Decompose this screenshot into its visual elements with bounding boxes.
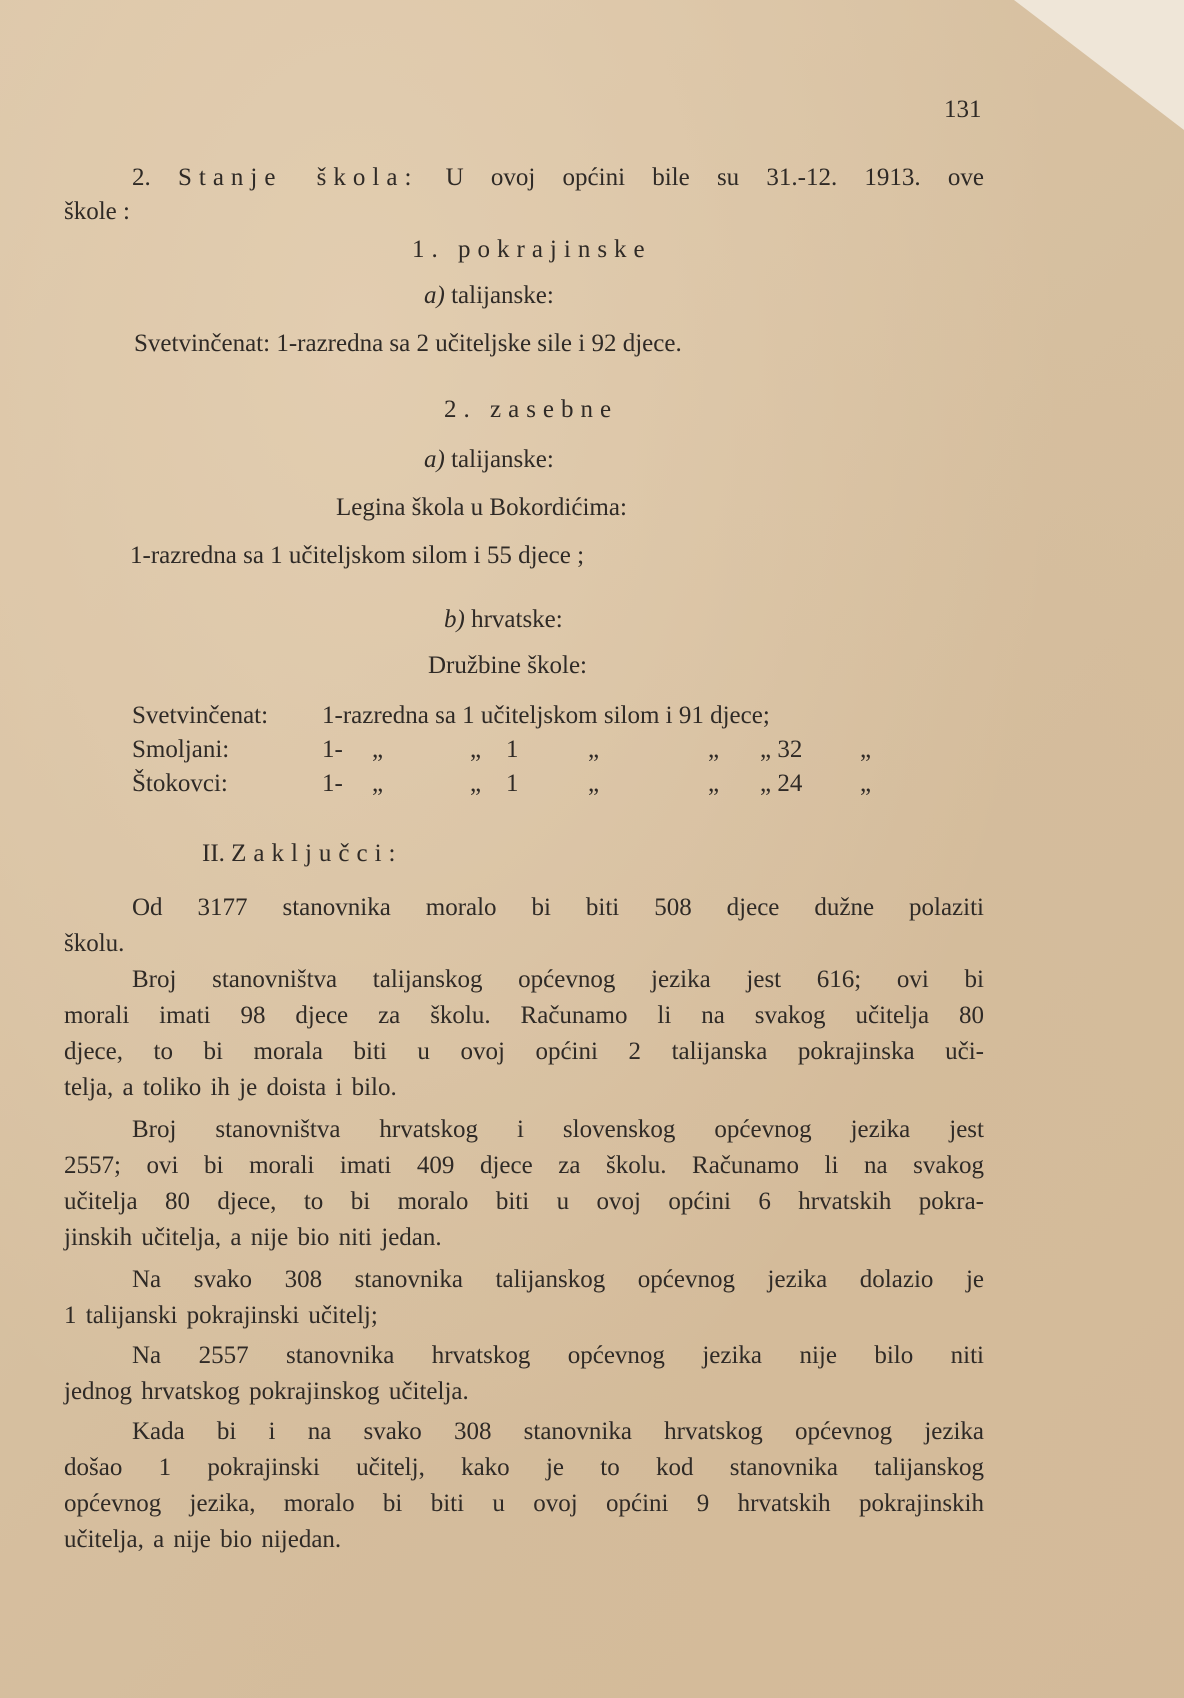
table-row: Štokovci: — [132, 770, 228, 797]
subheading-talijanske-2: a) talijanske: — [424, 446, 554, 473]
section-stanje-skola-cont: škole : — [64, 198, 130, 225]
school-entry-legina: 1-razredna sa 1 učiteljskom silom i 55 djece ; — [130, 542, 585, 569]
heading-zakljucci: II. Zaključci: — [202, 840, 403, 867]
subheading-talijanske-1: a) talijanske: — [424, 282, 554, 309]
table-row: Smoljani: — [132, 736, 230, 763]
school-title-legina: Legina škola u Bokordićima: — [336, 494, 627, 521]
heading-zasebne: 2. zasebne — [444, 396, 619, 423]
heading-pokrajinske: 1. pokrajinske — [412, 236, 652, 263]
book-page: 131 2. Stanje škola: U ovoj općini bile su 31.-12. 1913. ove škole : 1. pokrajinske a) talijanske: Svetvinčenat: 1-razredna sa 2 učiteljske sile i 92 djece. 2. zasebne a) talijanske: Legina škola u Bokordićima: 1-razredna sa 1 učiteljskom silom i 55 djece ; b) hrvatske: Družbine škole: Svetvinčenat: 1-razredna sa 1 učiteljskom silom i 91 djece; Smoljani: 1- „ „ 1 „ „ „ 32 „ Štokovci: 1- „ „ 1 „ „ „ 24 „ II. Zaključci: Od 3177 stanovnika moralo bi biti 508 djece dužne polaziti školu. Broj stanovništva talijanskog općevnog jezika jest 616; ovi bi morali imati 98 djece za školu. Računamo li na svakog učitelja 80 djece, to bi morala biti u ovoj općini 2 talijanska pokrajinska uči- telja, a toliko ih je doista i bilo. Broj stanovništva hrvatskog i slovenskog općevnog jezika jest 2557; ovi bi morali imati 409 djece za školu. Računamo li na svakog učitelja 80 djece, to bi moralo biti u ovoj općini 6 hrvatskih pokra- jinskih učitelja, a nije bio niti jedan. Na svako 308 stanovnika talijanskog općevnog jezika dolazio je 1 talijanski pokrajinski učitelj; Na 2557 stanovnika hrvatskog općevnog jezika nije bilo niti jednog hrvatskog pokrajinskog učitelja. Kada bi i na svako 308 stanovnika hrvatskog općevnog jezika došao 1 pokrajinski učitelj, kako je to kod stanovnika talijanskog općevnog jezika, moralo bi biti u ovoj općini 9 hrvatskih pokrajinskih učitelja, a nije bio nijedan. — [0, 0, 1184, 1698]
table-row: Svetvinčenat: — [132, 702, 269, 729]
page-corner — [1014, 0, 1184, 130]
section-stanje-skola: 2. Stanje škola: U ovoj općini bile su 31.-12. 1913. ove — [132, 164, 984, 191]
page-number: 131 — [944, 96, 982, 123]
school-entry-svetvincenat: Svetvinčenat: 1-razredna sa 2 učiteljske sile i 92 djece. — [134, 330, 682, 357]
subheading-hrvatske: b) hrvatske: — [444, 606, 563, 633]
school-title-druzbine: Družbine škole: — [428, 652, 587, 679]
